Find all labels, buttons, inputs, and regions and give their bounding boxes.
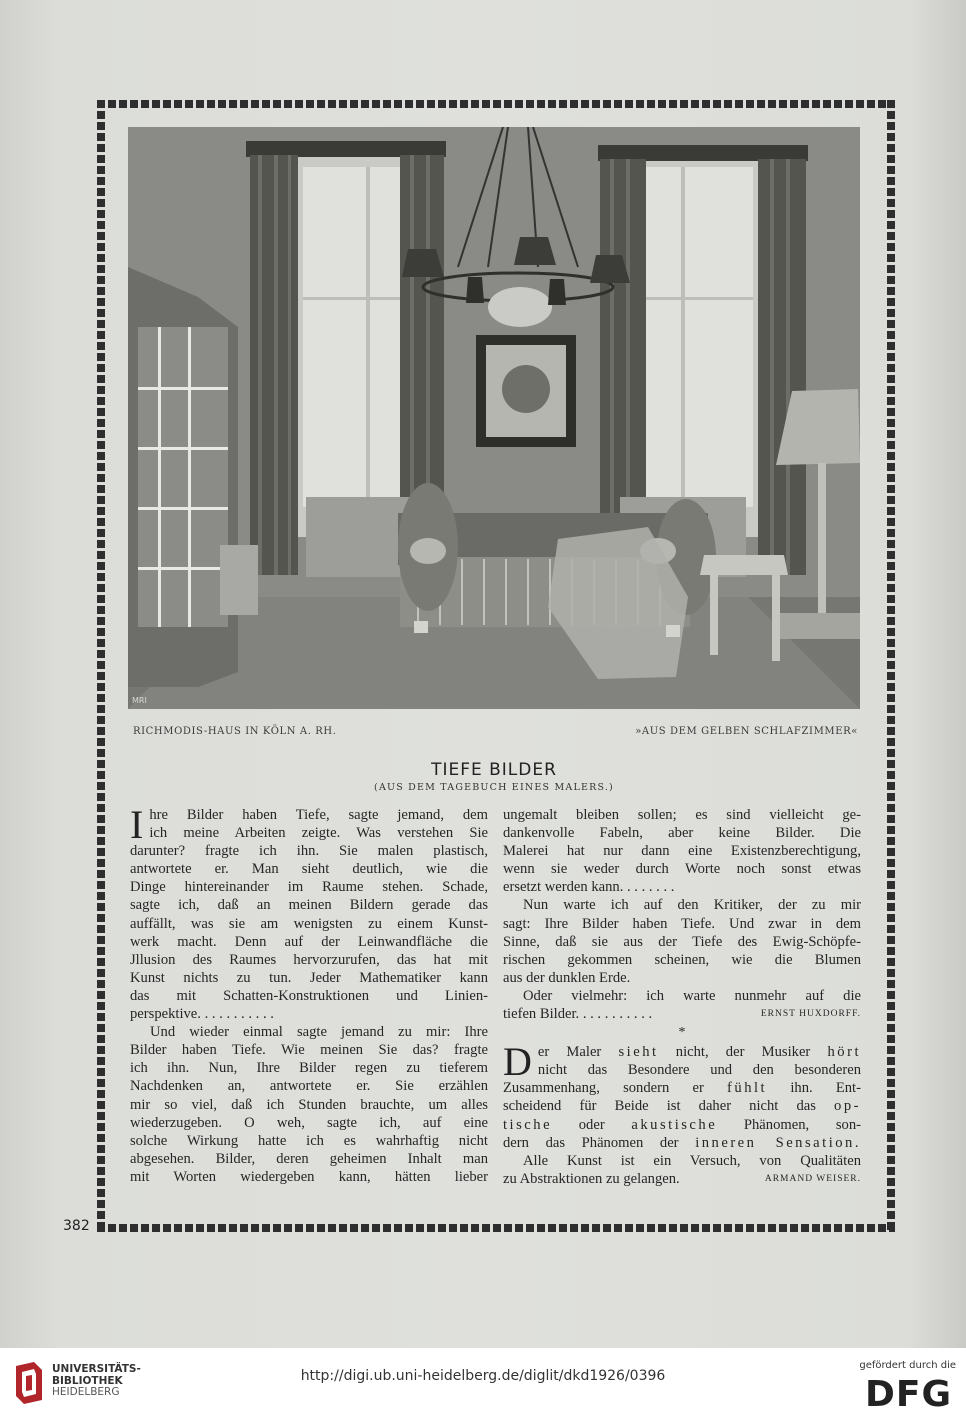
text-line: zu Abstraktionen zu gelangen.	[503, 1170, 680, 1187]
article-title: TIEFE BILDER	[431, 760, 557, 780]
text-line: wenn sie weder durch Worte noch sonst etwas	[503, 861, 861, 878]
dropcap-d: D	[503, 1039, 532, 1085]
text-line: Und wieder einmal sagte jemand zu mir: Ihre	[150, 1024, 488, 1041]
text-line: aus der dunklen Erde.	[503, 969, 631, 986]
text-line: abgesehen. Bilder, deren geheimen Inhalt man	[130, 1150, 488, 1167]
text-line: Nachdenken an, antwortete er. Sie erzählen	[130, 1078, 488, 1095]
text-line: mit Worten wiedergeben kann, hätten lieber	[130, 1168, 488, 1185]
section-separator-star: *	[678, 1025, 686, 1041]
text-line: mir so viel, daß ich Stunden brauchte, um alles	[130, 1096, 488, 1113]
interior-photograph	[128, 127, 860, 709]
text-line: Kunst nichts zu tun. Jeder Mathematiker kann	[130, 969, 488, 986]
photo-monogram: MRI	[132, 696, 147, 705]
text-line: darunter? fragte ich ihn. Sie malen plastisch,	[130, 843, 488, 860]
text-span: dern das Phänomen der	[503, 1134, 696, 1151]
text-line: ersetzt werden kann. . . . . . . .	[503, 879, 675, 896]
library-line: UNIVERSITÄTS-	[52, 1363, 141, 1375]
text-span: Phänomen, son-	[717, 1116, 861, 1133]
photo-caption-room: »AUS DEM GELBEN SCHLAFZIMMER«	[635, 726, 858, 737]
library-line: HEIDELBERG	[52, 1386, 120, 1398]
text-span: scheidend für Beide ist daher nicht das	[503, 1098, 835, 1115]
text-line: Jllusion des Raumes hervorzurufen, das hat mit	[130, 951, 488, 968]
text-span: nicht, der Musiker	[658, 1044, 828, 1061]
spaced-emphasis: tische	[503, 1116, 553, 1133]
spaced-emphasis: fühlt	[727, 1080, 768, 1097]
text-line-with-author	[503, 1170, 861, 1188]
article-column-left	[130, 802, 488, 1186]
frame-border-top	[97, 100, 895, 108]
text-line	[503, 1097, 861, 1115]
author-signature: ERNST HUXDORFF.	[760, 1009, 861, 1020]
text-line: antwortete er. Man sieht deutlich, wie die	[130, 861, 488, 878]
text-span: Zusammenhang, sondern er	[503, 1080, 728, 1097]
text-line: sagt: Ihre Bilder haben Tiefe. Und zwar in dem	[503, 915, 861, 932]
second-article	[503, 1039, 861, 1085]
text-span: oder	[552, 1116, 632, 1133]
text-line: Alle Kunst ist ein Versuch, von Qualitäten	[523, 1152, 861, 1169]
photo-caption-location: RICHMODIS-HAUS IN KÖLN A. RH.	[133, 726, 337, 737]
text-span: er Maler	[537, 1044, 619, 1061]
text-line: Malerei hat nur dann eine Existenzberechtigung,	[503, 843, 861, 860]
text-line: dankenvolle Fabeln, aber keine Bilder. Die	[503, 825, 861, 842]
text-line: nicht das Besondere und den besonderen	[537, 1062, 861, 1079]
spaced-emphasis: sieht	[618, 1044, 659, 1061]
text-line: ich meine Arbeiten zeigte. Was verstehen Sie	[149, 825, 488, 842]
funding-note: gefördert durch die	[859, 1360, 956, 1371]
text-line	[538, 1043, 861, 1061]
frame-border-left	[97, 100, 105, 1232]
dropcap-i: I	[130, 802, 144, 847]
spaced-emphasis: inneren Sensation.	[695, 1134, 861, 1151]
text-line: ungemalt bleiben sollen; es sind vielleicht ge-	[503, 807, 861, 823]
dfg-logo: DFG	[864, 1374, 952, 1415]
interior-photo-illustration	[128, 127, 860, 709]
text-line: Dinge hintereinander im Raume stehen. Schade,	[130, 879, 488, 896]
author-signature: ARMAND WEISER.	[764, 1173, 861, 1184]
text-line: sagte ich, daß an meinen Bildern gerade das	[130, 897, 488, 914]
spaced-emphasis: hört	[827, 1044, 861, 1061]
text-line	[503, 1079, 861, 1097]
spaced-emphasis: akustische	[631, 1116, 718, 1133]
frame-border-right	[887, 100, 895, 1232]
text-line: Bilder haben Tiefe. Wie meinen Sie das? fragte	[130, 1042, 488, 1059]
text-line: werk macht. Denn auf der Leinwandfläche die	[130, 933, 488, 950]
text-line: Sinne, daß sie aus der Tiefe des Ewig-Schöpfe-	[503, 933, 861, 950]
text-line: auffällt, was sie am wenigsten zu einem Kunst-	[130, 915, 488, 932]
article-column-right	[503, 806, 861, 1188]
text-span: ihn. Ent-	[767, 1080, 861, 1097]
source-url-link[interactable]: http://digi.ub.uni-heidelberg.de/diglit/dkd1926/0396	[300, 1368, 666, 1384]
text-line: das mit Schatten-Konstruktionen und Linien-	[130, 987, 488, 1004]
text-line: hre Bilder haben Tiefe, sagte jemand, dem	[149, 807, 488, 823]
spaced-emphasis: op-	[834, 1098, 861, 1115]
text-line: perspektive. . . . . . . . . . .	[130, 1006, 274, 1023]
text-line: tiefen Bilder. . . . . . . . . . .	[503, 1006, 653, 1023]
frame-border-bottom	[97, 1224, 895, 1232]
text-line: Nun warte ich auf den Kritiker, der zu mir	[523, 897, 861, 914]
text-line-with-author	[503, 1005, 861, 1023]
library-line: BIBLIOTHEK	[52, 1374, 123, 1387]
text-line	[503, 1116, 861, 1134]
page-number: 382	[63, 1218, 90, 1234]
text-line: Oder vielmehr: ich warte nunmehr auf die	[523, 987, 861, 1004]
article-subtitle: (AUS DEM TAGEBUCH EINES MALERS.)	[374, 782, 614, 793]
text-line: solche Wirkung hatte ich es wahrhaftig nicht	[130, 1132, 488, 1149]
digitization-footer	[0, 1348, 966, 1420]
text-line: rischen gekommen scheinen, wie die Blumen	[503, 951, 861, 968]
text-line: wiederzugeben. O weh, sagte ich, auf eine	[130, 1114, 488, 1131]
text-line: ich ihn. Nun, Ihre Bilder regen zu tieferem	[130, 1060, 488, 1077]
text-line	[503, 1134, 861, 1152]
